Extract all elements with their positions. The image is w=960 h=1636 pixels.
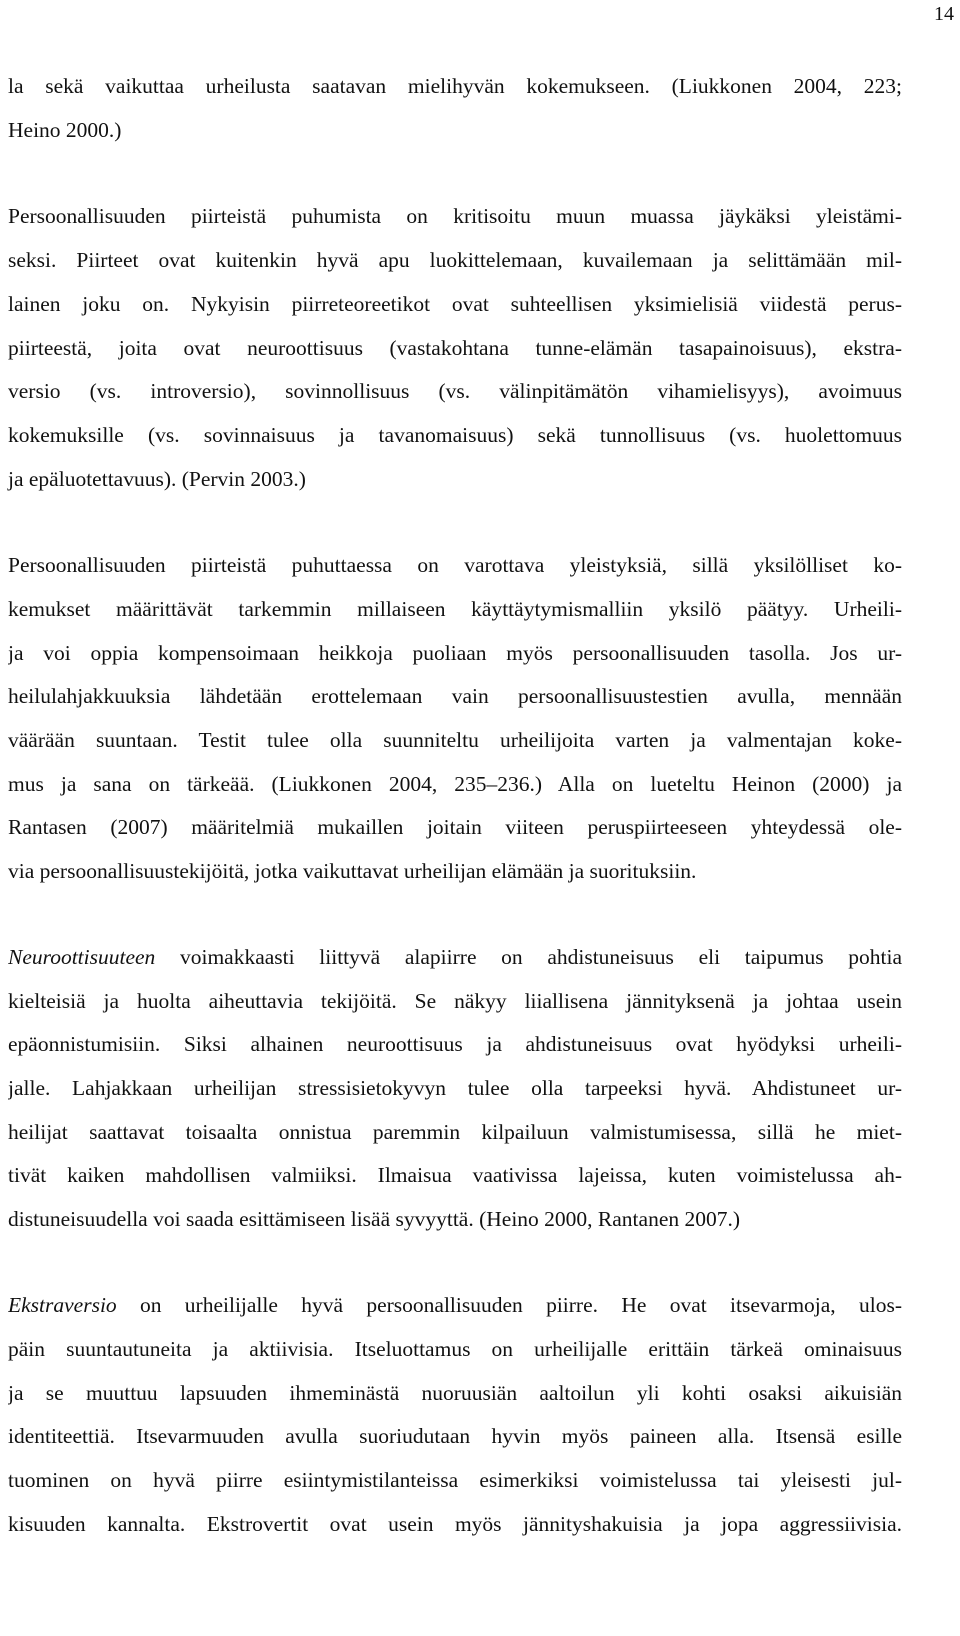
text-line: piirteestä, joita ovat neuroottisuus (vastakohtana tunne-elämän tasapainoisuus), ekstra- <box>8 336 902 360</box>
text-line: ja voi oppia kompensoimaan heikkoja puoliaan myös persoonallisuuden tasolla. Jos ur- <box>8 641 902 665</box>
text-line: kemukset määrittävät tarkemmin millaiseen käyttäytymismalliin yksilö päätyy. Urheili- <box>8 597 902 621</box>
text-line: Rantasen (2007) määritelmiä mukaillen joitain viiteen peruspiirteeseen yhteydessä ole- <box>8 815 902 839</box>
text-line: Persoonallisuuden piirteistä puhuttaessa on varottava yleistyksiä, sillä yksilölliset ko- <box>8 553 902 577</box>
text-line: päin suuntautuneita ja aktiivisia. Itseluottamus on urheilijalle erittäin tärkeä ominaisuus <box>8 1337 902 1361</box>
text-line: tivät kaiken mahdollisen valmiiksi. Ilmaisua vaativissa lajeissa, kuten voimistelussa ah- <box>8 1163 902 1187</box>
text-line: Persoonallisuuden piirteistä puhumista on kritisoitu muun muassa jäykäksi yleistämi- <box>8 204 902 228</box>
text-line: ja se muuttuu lapsuuden ihmeminästä nuoruusiän aaltoilun yli kohti osaksi aikuisiän <box>8 1381 902 1405</box>
text-line: la sekä vaikuttaa urheilusta saatavan mielihyvän kokemukseen. (Liukkonen 2004, 223; <box>8 74 902 98</box>
text-line: epäonnistumisiin. Siksi alhainen neuroottisuus ja ahdistuneisuus ovat hyödyksi urheili- <box>8 1032 902 1056</box>
text-line: via persoonallisuustekijöitä, jotka vaikuttavat urheilijan elämään ja suorituksiin. <box>8 859 697 883</box>
text-line: väärään suuntaan. Testit tulee olla suunniteltu urheilijoita varten ja valmentajan koke- <box>8 728 902 752</box>
text-line: jalle. Lahjakkaan urheilijan stressisietokyvyn tulee olla tarpeeksi hyvä. Ahdistuneet ur- <box>8 1076 902 1100</box>
text-span: on urheilijalle hyvä persoonallisuuden piirre. He ovat itsevarmoja, ulos- <box>116 1293 902 1317</box>
page-number: 14 <box>934 3 954 25</box>
text-line <box>8 944 902 970</box>
text-line: lainen joku on. Nykyisin piirreteoreetikot ovat suhteellisen yksimielisiä viidestä perus- <box>8 292 902 316</box>
italic-term: Ekstraversio <box>8 1293 117 1317</box>
text-line: kielteisiä ja huolta aiheuttavia tekijöitä. Se näkyy liiallisena jännityksenä ja johtaa usein <box>8 989 902 1013</box>
text-line: heilulahjakkuuksia lähdetään erottelemaan vain persoonallisuustestien avulla, mennään <box>8 684 902 708</box>
text-line: distuneisuudella voi saada esittämiseen lisää syvyyttä. (Heino 2000, Rantanen 2007.) <box>8 1207 741 1231</box>
text-line: kisuuden kannalta. Ekstrovertit ovat usein myös jännityshakuisia ja jopa aggressiivisia. <box>8 1512 902 1536</box>
text-span: voimakkaasti liittyvä alapiirre on ahdistuneisuus eli taipumus pohtia <box>155 945 902 969</box>
text-line: heilijat saattavat toisaalta onnistua paremmin kilpailuun valmistumisessa, sillä he miet- <box>8 1120 902 1144</box>
text-line <box>8 1292 902 1318</box>
text-line: kokemuksille (vs. sovinnaisuus ja tavanomaisuus) sekä tunnollisuus (vs. huolettomuus <box>8 423 902 447</box>
text-line: versio (vs. introversio), sovinnollisuus (vs. välinpitämätön vihamielisyys), avoimuus <box>8 379 902 403</box>
text-line: tuominen on hyvä piirre esiintymistilanteissa esimerkiksi voimistelussa tai yleisesti jul- <box>8 1468 902 1492</box>
text-line: Heino 2000.) <box>8 118 122 142</box>
italic-term: Neuroottisuuteen <box>8 945 156 969</box>
text-line: identiteettiä. Itsevarmuuden avulla suoriudutaan hyvin myös paineen alla. Itsensä esille <box>8 1424 902 1448</box>
text-line: seksi. Piirteet ovat kuitenkin hyvä apu luokittelemaan, kuvailemaan ja selittämään mil- <box>8 248 902 272</box>
text-line: ja epäluotettavuus). (Pervin 2003.) <box>8 467 306 491</box>
text-line: mus ja sana on tärkeää. (Liukkonen 2004, 235–236.) Alla on lueteltu Heinon (2000) ja <box>8 772 902 796</box>
